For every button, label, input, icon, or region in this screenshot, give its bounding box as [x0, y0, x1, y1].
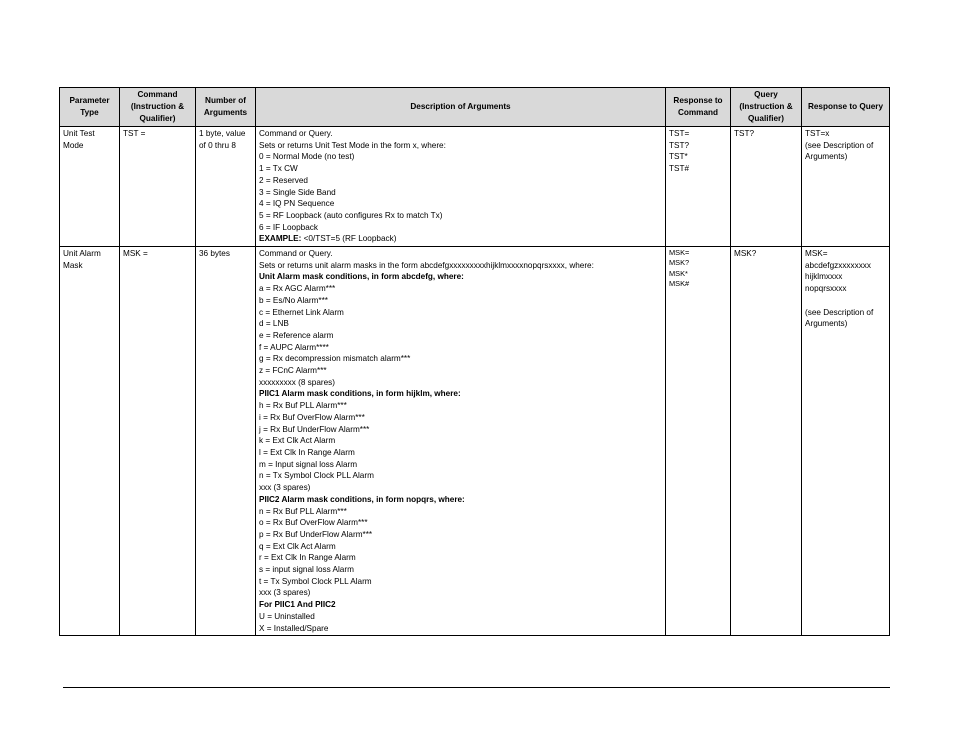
- description-line: b = Es/No Alarm***: [259, 295, 328, 305]
- description-line: Sets or returns Unit Test Mode in the form x, where:: [259, 140, 446, 150]
- command-table: [59, 87, 890, 636]
- description-line: [259, 233, 662, 245]
- description-line: m = Input signal loss Alarm: [259, 459, 358, 469]
- description-line: 0 = Normal Mode (no test): [259, 152, 355, 162]
- command-cell: TST =: [120, 127, 196, 247]
- description-line: f = AUPC Alarm****: [259, 342, 329, 352]
- number-of-arguments-cell: 1 byte, value of 0 thru 8: [196, 127, 256, 247]
- description-line: c = Ethernet Link Alarm: [259, 307, 344, 317]
- number-of-arguments-cell: 36 bytes: [196, 247, 256, 636]
- description-line: 1 = Tx CW: [259, 164, 298, 174]
- description-line: d = LNB: [259, 319, 289, 329]
- response-to-command-cell-line: TST=: [669, 129, 690, 138]
- response-to-query-cell-line: hijklmxxxx: [805, 272, 843, 282]
- response-to-query-cell-line: (see Description of: [805, 307, 874, 317]
- header-response-to-query: Response to Query: [802, 88, 890, 127]
- description-line: Sets or returns unit alarm masks in the form abcdefgxxxxxxxxxhijklmxxxxnopqrsxxxx, where:: [259, 260, 594, 270]
- description-line: xxx (3 spares): [259, 588, 311, 598]
- example-value: <0/TST=5 (RF Loopback): [303, 234, 397, 244]
- description-line: e = Reference alarm: [259, 330, 334, 340]
- example-label: EXAMPLE:: [259, 234, 302, 244]
- description-line: g = Rx decompression mismatch alarm***: [259, 354, 411, 364]
- description-line: 5 = RF Loopback (auto configures Rx to match Tx): [259, 210, 443, 220]
- description-line: X = Installed/Spare: [259, 623, 329, 633]
- description-line: xxx (3 spares): [259, 483, 311, 493]
- table-row: [60, 127, 890, 247]
- description-line: n = Rx Buf PLL Alarm***: [259, 506, 347, 516]
- header-description: Description of Arguments: [256, 88, 666, 127]
- description-line: s = input signal loss Alarm: [259, 565, 354, 575]
- description-line: 3 = Single Side Band: [259, 187, 336, 197]
- response-to-command-cell: [666, 247, 731, 636]
- header-parameter-type: Parameter Type: [60, 88, 120, 127]
- response-to-query-cell-line: TST=x: [805, 129, 830, 138]
- description-line: r = Ext Clk In Range Alarm: [259, 553, 356, 563]
- description-line: l = Ext Clk In Range Alarm: [259, 447, 355, 457]
- response-to-query-cell-line: MSK=: [805, 249, 828, 259]
- description-line: q = Ext Clk Act Alarm: [259, 541, 336, 551]
- response-to-query-cell-line: abcdefgzxxxxxxxx: [805, 260, 871, 270]
- description-line: 6 = IF Loopback: [259, 222, 318, 232]
- response-to-query-cell-line: (see Description of: [805, 140, 874, 150]
- response-to-command-cell: [666, 127, 731, 247]
- description-line: o = Rx Buf OverFlow Alarm***: [259, 518, 368, 528]
- response-to-command-cell-line: MSK*: [669, 268, 688, 278]
- header-number-of-arguments: Number of Arguments: [196, 88, 256, 127]
- description-line: z = FCnC Alarm***: [259, 366, 327, 376]
- response-to-query-cell-line: Arguments): [805, 319, 848, 329]
- description-cell: [256, 247, 666, 636]
- description-line: Command or Query.: [259, 249, 333, 259]
- description-line: k = Ext Clk Act Alarm: [259, 436, 336, 446]
- description-line: xxxxxxxxx (8 spares): [259, 377, 335, 387]
- description-line: PIIC1 Alarm mask conditions, in form hijklm, where:: [259, 389, 461, 399]
- description-line: For PIIC1 And PIIC2: [259, 600, 336, 610]
- description-cell: [256, 127, 666, 247]
- response-to-command-cell-line: TST?: [669, 140, 690, 150]
- response-to-query-cell-line: nopqrsxxxx: [805, 284, 847, 294]
- description-line: PIIC2 Alarm mask conditions, in form nopqrs, where:: [259, 494, 465, 504]
- description-line: p = Rx Buf UnderFlow Alarm***: [259, 529, 373, 539]
- header-command: Command (Instruction & Qualifier): [120, 88, 196, 127]
- response-to-command-cell-line: TST#: [669, 164, 690, 174]
- description-line: j = Rx Buf UnderFlow Alarm***: [259, 424, 370, 434]
- query-cell: MSK?: [731, 247, 802, 636]
- header-response-to-command: Response to Command: [666, 88, 731, 127]
- command-cell: MSK =: [120, 247, 196, 636]
- description-line: Unit Alarm mask conditions, in form abcdefg, where:: [259, 272, 464, 282]
- description-line: 2 = Reserved: [259, 175, 308, 185]
- description-line: t = Tx Symbol Clock PLL Alarm: [259, 576, 372, 586]
- parameter-type-cell: Unit Test Mode: [60, 127, 120, 247]
- parameter-type-cell: Unit Alarm Mask: [60, 247, 120, 636]
- response-to-query-cell-line: Arguments): [805, 152, 848, 162]
- table-header-row: [60, 88, 890, 127]
- footer-rule: [63, 687, 890, 688]
- table-row: [60, 247, 890, 636]
- query-cell: TST?: [731, 127, 802, 247]
- description-line: n = Tx Symbol Clock PLL Alarm: [259, 471, 374, 481]
- description-line: Command or Query.: [259, 129, 333, 138]
- response-to-query-cell: [802, 247, 890, 636]
- description-line: i = Rx Buf OverFlow Alarm***: [259, 412, 365, 422]
- response-to-command-cell-line: TST*: [669, 152, 688, 162]
- description-line: 4 = IQ PN Sequence: [259, 199, 335, 209]
- response-to-command-cell-line: MSK#: [669, 279, 690, 289]
- description-line: h = Rx Buf PLL Alarm***: [259, 401, 347, 411]
- response-to-command-cell-line: MSK?: [669, 258, 690, 268]
- response-to-command-cell-line: MSK=: [669, 248, 690, 258]
- response-to-query-cell: [802, 127, 890, 247]
- description-line: U = Uninstalled: [259, 611, 315, 621]
- header-query: Query (Instruction & Qualifier): [731, 88, 802, 127]
- response-to-query-cell-line: [805, 295, 886, 307]
- description-line: a = Rx AGC Alarm***: [259, 284, 336, 294]
